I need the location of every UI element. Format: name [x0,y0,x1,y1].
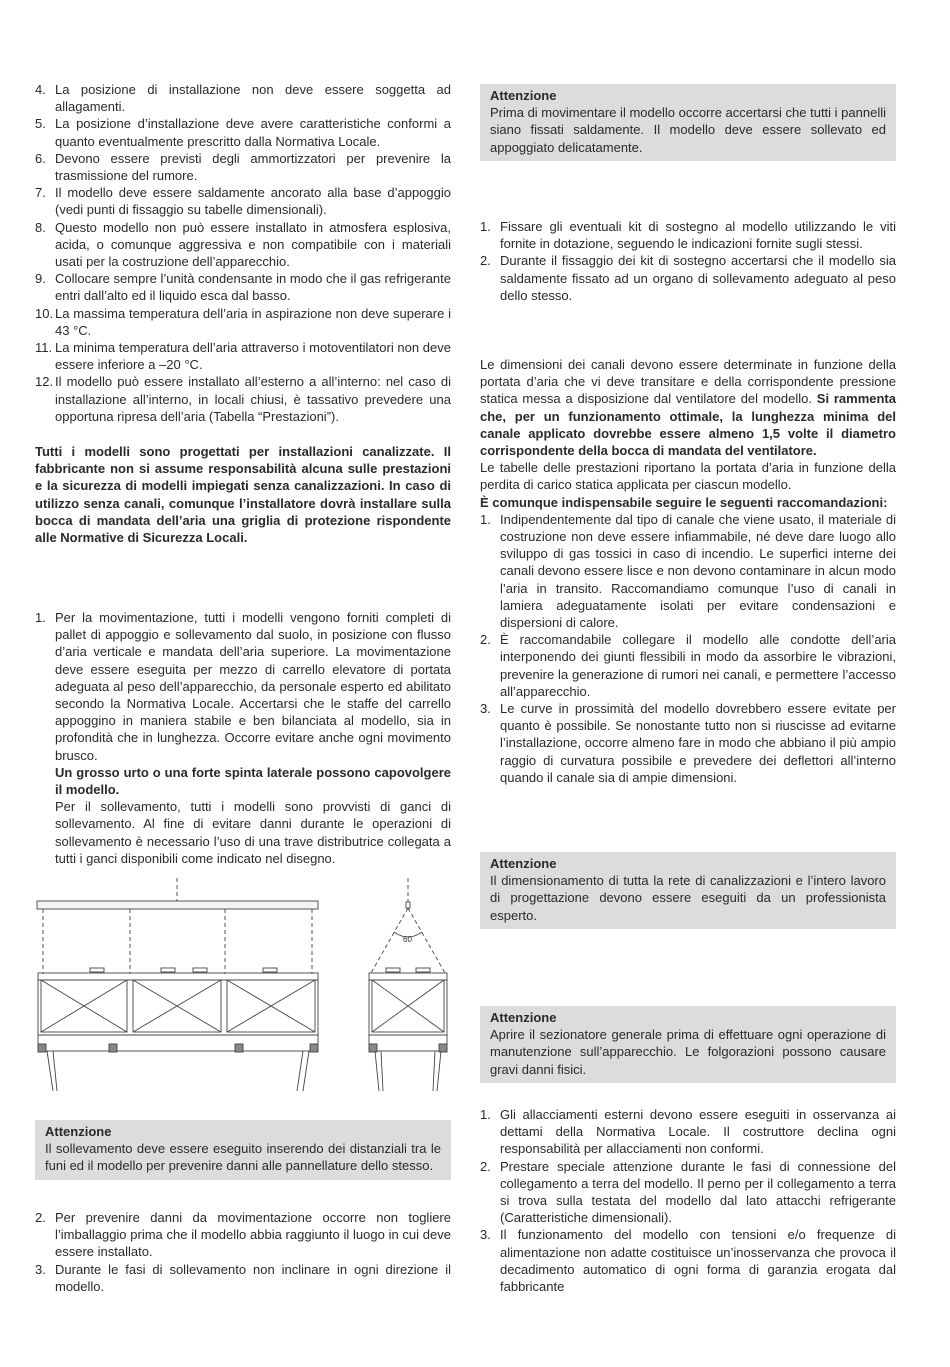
list-item: 3. Le curve in prossimità del modello dovrebbero essere evitate per quanto è possibile. Se nonostante tutto non si riuscisse ad evitarne l’installazione, occorre almeno fare in modo che abbiano il più ampio raggio di curvatura possibile e prevedere dei deflettori all’interno quando il canale sia di ampie dimensioni. [480,701,896,785]
lifting-attention-note [35,1120,451,1180]
list-item: 6. Devono essere previsti degli ammortizzatori per prevenire la trasmissione del rumore. [35,150,451,184]
attention-title: Attenzione [490,856,557,871]
installation-requirements-list [35,81,451,425]
handling-attention-note [480,84,896,161]
tip-over-warning: Un grosso urto o una forte spinta laterale possono capovolgere il modello. [55,764,451,798]
list-item: 2. È raccomandabile collegare il modello alle condotte dell’aria interponendo dei giunti flessibili in modo da assorbire le vibrazioni, prevenire la generazione di rumori nei canali, e permettere l’accesso all’apparecchio. [480,632,896,699]
list-item: 8. Questo modello non può essere installato in atmosfera esplosiva, acida, o comunque aggressiva e non compatibile con i materiali usati per la costruzione dell’apparecchio. [35,219,451,270]
attention-body: Il dimensionamento di tutta la rete di canalizzazioni e l’intero lavoro di progettazione devono essere eseguiti da un professionista esperto. [490,873,886,923]
attention-title: Attenzione [490,88,557,103]
list-item: 12. Il modello può essere installato all’esterno a all’interno: nel caso di installazione all’interno, in locali chiusi, è tassativo prevedere una opportuna ripresa dell’aria (Tabella “Prestazioni”). [35,374,451,424]
handling-list-continued [35,1209,451,1295]
electrical-connections-list [480,1106,896,1295]
performance-tables-paragraph: Le tabelle delle prestazioni riportano la portata d’aria in funzione della perdita di carico statica applicata per ciascun modello. [480,460,896,493]
handling-paragraph: Per la movimentazione, tutti i modelli vengono forniti completi di pallet di appoggio e sollevamento dal suolo, in posizione con flusso d’aria verticale e mandata dell’aria superiore. La movimentazione deve essere eseguita per mezzo di carrello elevatore di portata adeguata al peso dell’apparecchio, da personale esperto ed abilitato secondo la Normativa Locale. Accertarsi che le staffe del carrello appoggino in maniera stabile e ben bilanciata al modello, sia in profondità che in lunghezza. Occorre evitare anche ogni movimento brusco. [55,610,451,763]
attention-box [480,1006,896,1083]
attention-body: Il sollevamento deve essere eseguito inserendo dei distanziali tra le funi ed il modello per prevenire danni alle pannellature dello stesso. [45,1141,441,1174]
list-item: 11. La minima temperatura dell’aria attraverso i motoventilatori non deve essere inferiore a –20 °C. [35,340,451,373]
list-item: 2. Durante il fissaggio dei kit di sostegno accertarsi che il modello sia saldamente fissato ad un organo di sollevamento adeguato al peso dello stesso. [480,253,896,303]
handling-instructions [35,609,451,867]
list-item: 5. La posizione d’installazione deve avere caratteristiche conformi a quanto eventualmente prescritto dalla Normativa Locale. [35,116,451,149]
list-item: 3. Durante le fasi di sollevamento non inclinare in ogni direzione il modello. [35,1261,451,1294]
list-item: 4. La posizione di installazione non deve essere soggetta ad allagamenti. [35,82,451,115]
attention-box [35,1120,451,1180]
ducts-paragraph: Le dimensioni dei canali devono essere determinate in funzione della portata d’aria che vi deve transitare e della corrispondente pressione statica messa a disposizione dal ventilatore del modello. Si rammenta che, per un funzionamento ottimale, la lunghezza minima del canale applicato dovrebbe essere almeno 1,5 volte il diametro corrispondente della bocca di mandata del ventilatore. [480,357,896,459]
list-item: 1. Indipendentemente dal tipo di canale che viene usato, il materiale di costruzione non deve essere infiammabile, né deve dare luogo allo sviluppo di gas tossici in caso di incendio. Le superfici interne dei canali devono essere lisce e non devono contaminare in alcun modo l’aria in transito. Raccomandiamo comunque l’uso di canali in lamiera adeguatamente isolati per evitare condensazioni e dispersioni di calore. [480,511,896,631]
list-item: 7. Il modello deve essere saldamente ancorato alla base d’appoggio (vedi punti di fissaggio su tabelle dimensionali). [35,185,451,218]
ducts-section [480,356,896,786]
list-item: 2. Prestare speciale attenzione durante le fasi di connessione del collegamento a terra del modello. Il perno per il collegamento a terra si trova sulla testata del modello dal lato attacchi refrigerante (Caratteristiche dimensionali). [480,1158,896,1226]
list-item: 1. Per la movimentazione, tutti i modelli vengono forniti completi di pallet di appoggio e sollevamento dal suolo, in posizione con flusso d’aria verticale e mandata dell’aria superiore. La movimentazione deve essere eseguita per mezzo di carrello elevatore di portata adeguata al peso dell’apparecchio, da personale esperto ed abilitato secondo la Normativa Locale. Accertarsi che le staffe del carrello appoggino in maniera stabile e ben bilanciata al modello, sia in profondità che in lunghezza. Occorre evitare anche ogni movimento brusco. Un grosso urto o una forte spinta laterale possono capovolgere il modello. Per il sollevamento, tutti i modelli sono provvisti di ganci di sollevamento. Al fine di evitare danni durante le operazioni di sollevamento è necessario l’uso di una trave distributrice collegata a tutti i ganci disponibili come indicato nel disegno. [35,610,451,866]
list-item: 1. Gli allacciamenti esterni devono essere eseguiti in osservanza ai dettami della Normativa Locale. Il costruttore declina ogni responsabilità per allacciamenti non conformi. [480,1107,896,1157]
ducts-attention-note [480,852,896,929]
lifting-angle-label: 60 [403,935,412,944]
lifting-diagram [35,876,460,1091]
attention-title: Attenzione [490,1010,557,1025]
duct-recommendations-list [480,511,896,786]
ducted-installation-warning [35,443,451,546]
list-item: 1. Fissare gli eventuali kit di sostegno al modello utilizzando le viti fornite in dotazione, seguendo le indicazioni fornite sugli stessi. [480,219,896,252]
electrical-attention-note [480,1006,896,1083]
list-item: 2. Per prevenire danni da movimentazione occorre non togliere l’imballaggio prima che il modello abbia raggiunto il luogo in cui deve essere installato. [35,1210,451,1260]
list-item: 10. La massima temperatura dell’aria in aspirazione non deve superare i 43 °C. [35,305,451,338]
support-kit-list [480,218,896,304]
list-item: 3. Il funzionamento del modello con tensioni e/o frequenze di alimentazione non adatte costituisce un’inosservanza che provoca il decadimento automatico di ogni forma di garanzia erogata dal fabbricante [480,1227,896,1295]
lifting-paragraph: Per il sollevamento, tutti i modelli sono provvisti di ganci di sollevamento. Al fine di evitare danni durante le operazioni di sollevamento è necessario l’uso di una trave distributrice collegata a tutti i ganci disponibili come indicato nel disegno. [55,799,451,866]
attention-title: Attenzione [45,1124,112,1139]
ducted-warning-text: Tutti i modelli sono progettati per installazioni canalizzate. Il fabbricante non si assume responsabilità alcuna sulle prestazioni e la sicurezza di modelli impiegati senza canalizzazioni. In caso di utilizzo senza canali, comunque l’installatore dovrà installare sulla bocca di mandata dell’aria una griglia di protezione rispondente alle Normative di Sicurezza Locali. [35,444,451,546]
list-item: 9. Collocare sempre l’unità condensante in modo che il gas refrigerante entri dall’alto ed il liquido esca dal basso. [35,271,451,304]
attention-box [480,852,896,929]
lifting-diagram-svg [35,876,460,1091]
attention-box [480,84,896,161]
attention-body: Aprire il sezionatore generale prima di effettuare ogni operazione di manutenzione sull’apparecchio. Le folgorazioni possono causare gravi danni fisici. [490,1027,886,1077]
attention-body: Prima di movimentare il modello occorre accertarsi che tutti i pannelli siano fissati saldamente. Il modello deve essere sollevato ed appoggiato delicatamente. [490,105,886,155]
recommendations-heading: È comunque indispensabile seguire le seguenti raccomandazioni: [480,494,888,510]
